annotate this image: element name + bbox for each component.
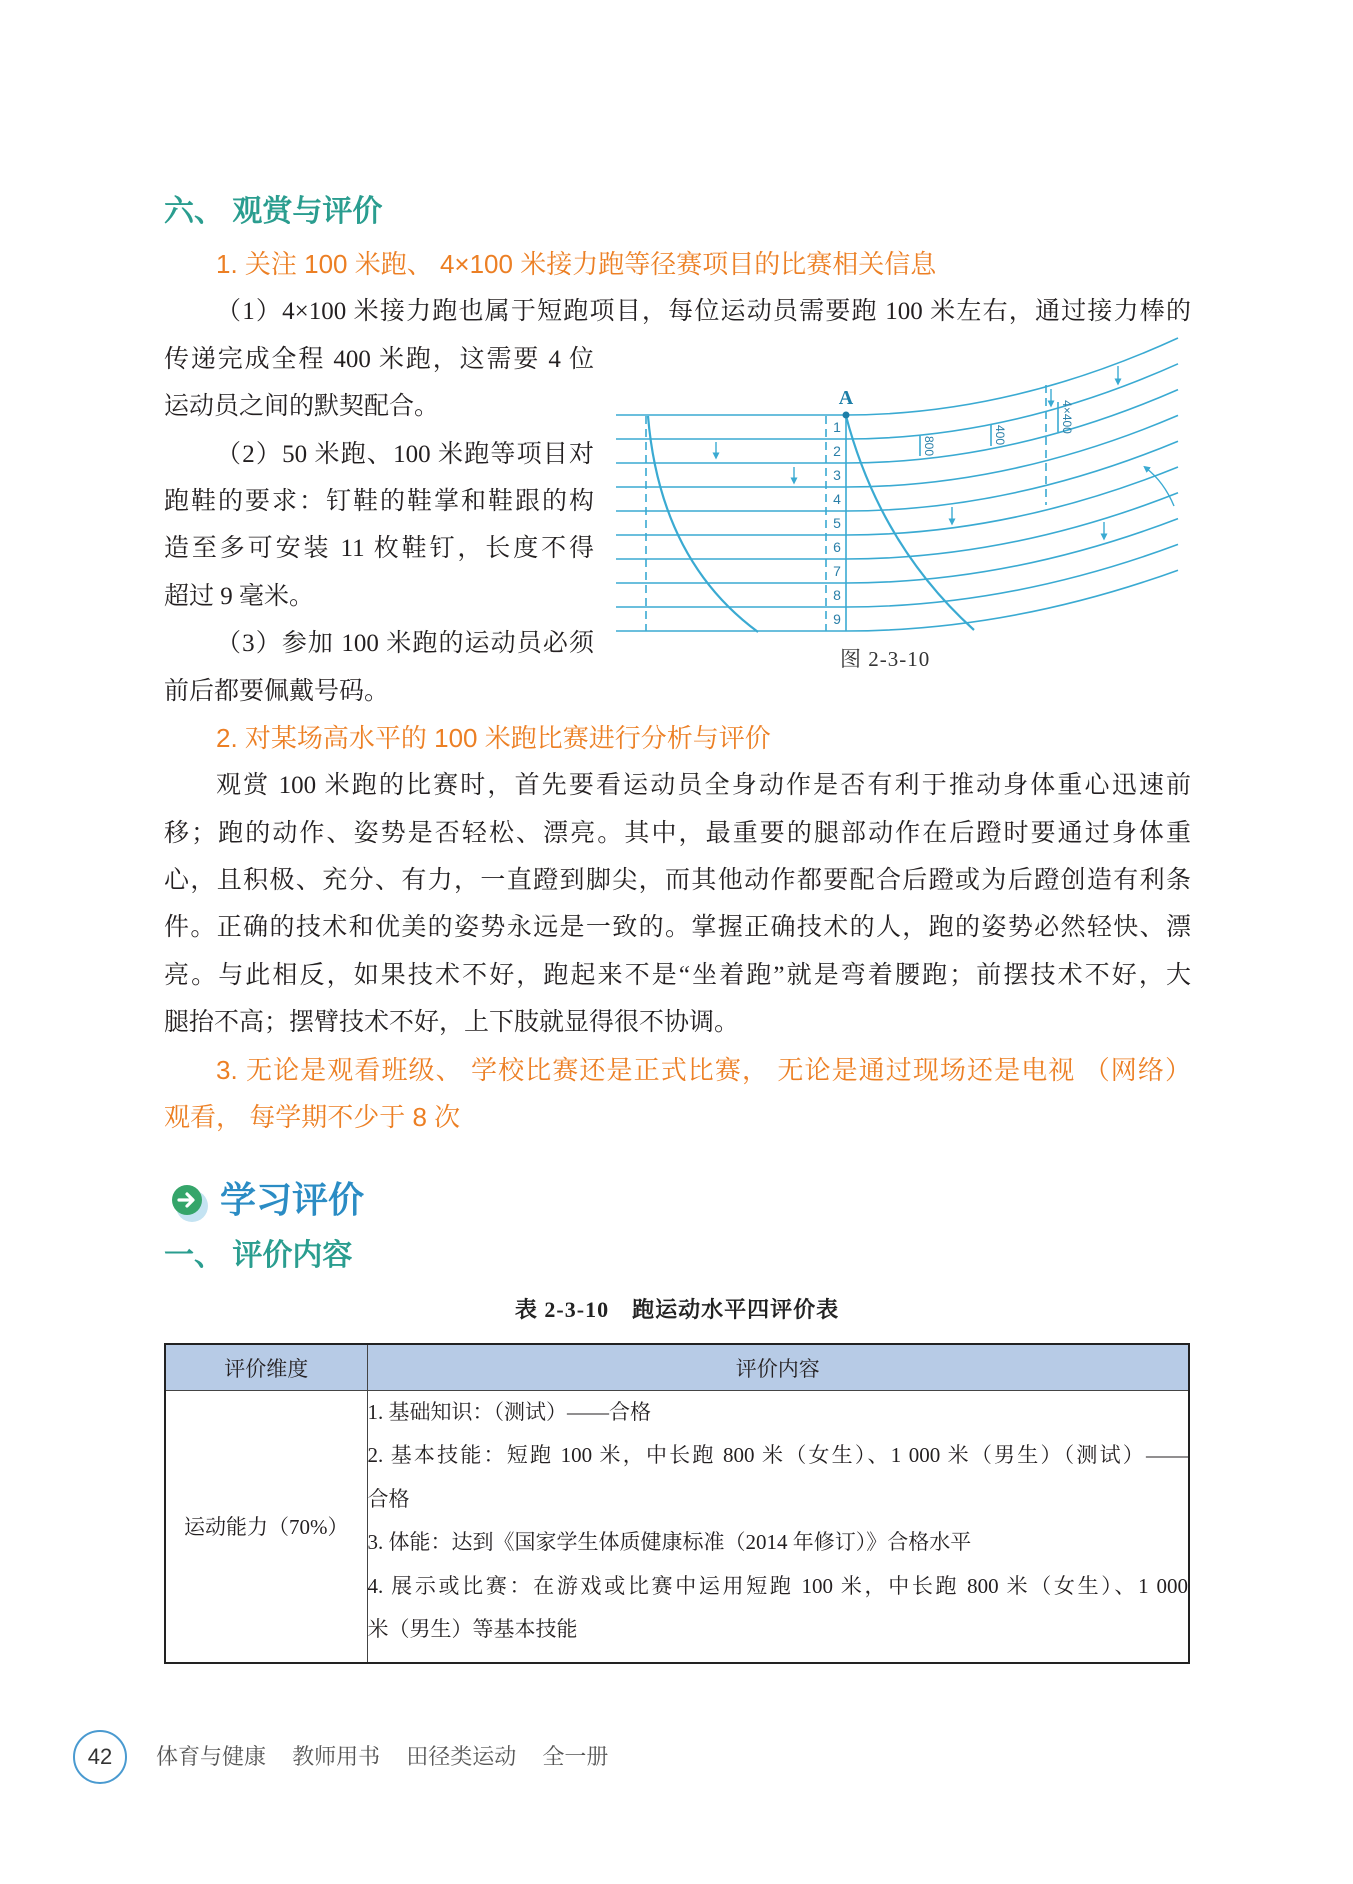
lane-number: 6 (833, 539, 841, 555)
lane-lines (616, 338, 1178, 631)
distance-marker: 800 (922, 435, 936, 457)
arrow-right-icon (168, 1180, 212, 1224)
distance-marker: 4×400 (1060, 400, 1074, 434)
stagger-curve (648, 416, 758, 632)
lane-number: 4 (833, 491, 841, 507)
page-number-badge: 42 (73, 1730, 127, 1784)
start-point-dot (843, 412, 850, 419)
paragraph-line: 跑鞋的要求：钉鞋的鞋掌和鞋跟的构 (164, 487, 594, 515)
lane-number: 9 (833, 611, 841, 627)
evaluation-table (164, 1343, 1190, 1664)
footer-book-part: 体育与健康 (156, 1744, 267, 1769)
paragraph-line: （1）4×100 米接力跑也属于短跑项目，每位运动员需要跑 100 米左右，通过接力棒的 (216, 298, 1191, 326)
content-line: 2. 基本技能：短跑 100 米，中长跑 800 米（女生）、1 000 米（男生）（测试）—— (367, 1443, 1188, 1468)
paragraph-line: 造至多可安装 11 枚鞋钉，长度不得 (164, 535, 594, 563)
lane-line (616, 467, 1178, 535)
table-header-row (165, 1344, 1189, 1391)
section-heading: 一、 评价内容 (164, 1239, 353, 1272)
paragraph-line: 传递完成全程 400 米跑，这需要 4 位 (164, 345, 594, 373)
start-point-label: A (838, 387, 854, 409)
lane-line (616, 441, 1178, 511)
dimension-cell: 运动能力（70%） (165, 1391, 367, 1663)
paragraph-line: （3）参加 100 米跑的运动员必须 (216, 630, 594, 658)
content-line: 合格 (367, 1486, 410, 1511)
running-footer (156, 1742, 628, 1772)
lane-number: 3 (833, 467, 841, 483)
lane-line (616, 570, 1178, 631)
paragraph-line: 件。正确的技术和优美的姿势永远是一致的。掌握正确技术的人，跑的姿势必然轻快、漂 (164, 914, 1191, 942)
lane-line (616, 364, 1178, 439)
footer-book-part: 全一册 (542, 1744, 609, 1769)
footer-book-part: 田径类运动 (406, 1744, 517, 1769)
lane-line (616, 415, 1178, 487)
content-cell (367, 1391, 1189, 1663)
lane-number: 2 (833, 443, 841, 459)
paragraph-line: 移；跑的动作、姿势是否轻松、漂亮。其中，最重要的腿部动作在后蹬时要通过身体重 (164, 819, 1191, 847)
lane-numbers (833, 419, 841, 627)
paragraph-line: 亮。与此相反，如果技术不好，跑起来不是“坐着跑”就是弯着腰跑；前摆技术不好，大 (164, 961, 1191, 989)
figure-caption: 图 2-3-10 (840, 647, 931, 671)
table-row (165, 1391, 1189, 1663)
footer-book-part: 教师用书 (292, 1744, 381, 1769)
subsection-title: 3. 无论是观看班级、 学校比赛还是正式比赛， 无论是通过现场还是电视 （网络） (216, 1054, 1191, 1085)
content-line: 米（男生）等基本技能 (367, 1616, 578, 1641)
lane-line (616, 390, 1178, 463)
paragraph-line: 腿抬不高；摆臂技术不好，上下肢就显得很不协调。 (164, 1009, 740, 1037)
paragraph-line: 前后都要佩戴号码。 (164, 677, 390, 705)
lane-line (616, 338, 1178, 415)
lane-number: 7 (833, 563, 841, 579)
content-line: 4. 展示或比赛：在游戏或比赛中运用短跑 100 米，中长跑 800 米（女生）、1 000 (367, 1573, 1188, 1598)
assessment-title: 学习评价 (220, 1179, 365, 1220)
column-header: 评价维度 (165, 1344, 367, 1391)
paragraph-line: （2）50 米跑、100 米跑等项目对 (216, 440, 594, 468)
content-line: 1. 基础知识：（测试）——合格 (367, 1400, 651, 1424)
paragraph-line: 心，且积极、充分、有力，一直蹬到脚尖，而其他动作都要配合后蹬或为后蹬创造有利条 (164, 867, 1191, 895)
paragraph-line: 运动员之间的默契配合。 (164, 393, 440, 421)
paragraph-line: 超过 9 毫米。 (164, 582, 315, 610)
relay-track-figure (600, 320, 1190, 650)
column-header: 评价内容 (367, 1344, 1189, 1391)
lane-number: 5 (833, 515, 841, 531)
subsection-title: 1. 关注 100 米跑、 4×100 米接力跑等径赛项目的比赛相关信息 (216, 249, 937, 279)
lane-number: 1 (833, 419, 841, 435)
stagger-curve (846, 416, 974, 630)
subsection-title: 2. 对某场高水平的 100 米跑比赛进行分析与评价 (216, 722, 771, 753)
table-caption: 表 2-3-10 跑运动水平四评价表 (514, 1297, 840, 1322)
lane-number: 8 (833, 587, 841, 603)
content-line: 3. 体能：达到《国家学生体质健康标准（2014 年修订）》合格水平 (367, 1530, 972, 1555)
section-heading: 六、 观赏与评价 (164, 195, 383, 228)
subsection-title: 观看， 每学期不少于 8 次 (164, 1102, 461, 1133)
paragraph-line: 观赏 100 米跑的比赛时，首先要看运动员全身动作是否有利于推动身体重心迅速前 (216, 772, 1191, 800)
lane-line (616, 493, 1178, 559)
distance-marker: 400 (993, 424, 1007, 446)
